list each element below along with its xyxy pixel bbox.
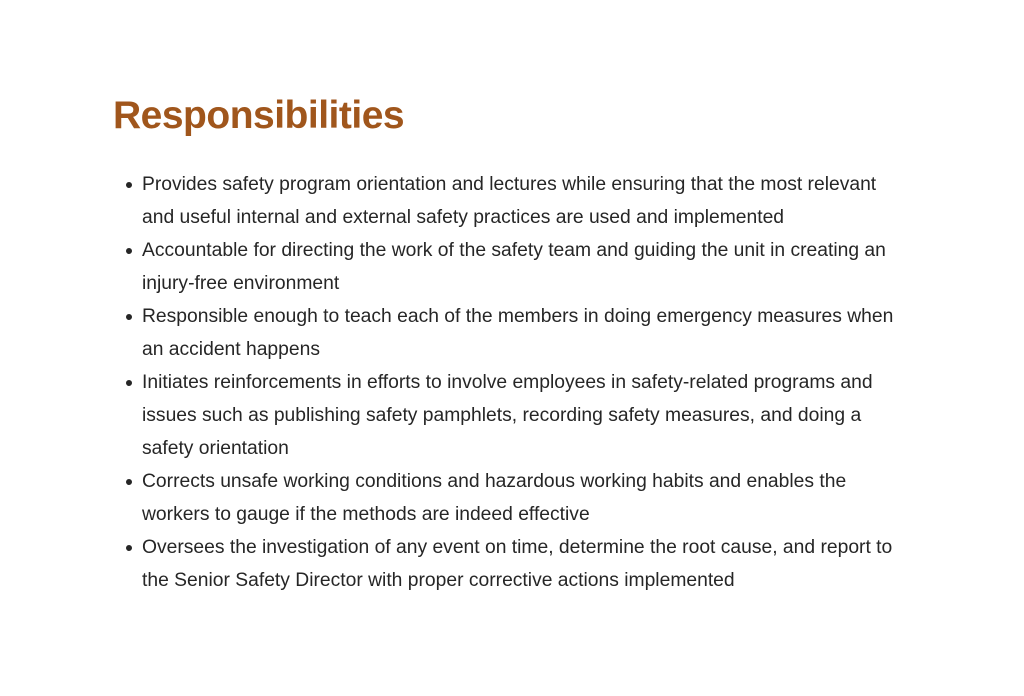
list-item-text: Initiates reinforcements in efforts to involve employees in safety-related programs and issues such as publishing safety pamphlets, recording safety measures, and doing a safety orientation	[142, 372, 873, 459]
document-page	[113, 88, 913, 597]
section-heading: Responsibilities	[113, 94, 405, 137]
list-item	[142, 531, 912, 597]
bullet-icon	[126, 545, 132, 551]
bullet-icon	[126, 479, 132, 485]
bullet-icon	[126, 182, 132, 188]
list-item	[142, 465, 912, 531]
list-item-text: Corrects unsafe working conditions and hazardous working habits and enables the workers to gauge if the methods are indeed effective	[142, 471, 847, 525]
bullet-icon	[126, 248, 132, 254]
responsibilities-list	[113, 168, 913, 597]
list-item-text: Responsible enough to teach each of the members in doing emergency measures when an accident happens	[142, 306, 894, 360]
bullet-icon	[126, 314, 132, 320]
list-item	[142, 300, 912, 366]
bullet-icon	[126, 380, 132, 386]
list-item	[142, 168, 912, 234]
list-item	[142, 234, 912, 300]
list-item-text: Provides safety program orientation and lectures while ensuring that the most relevant and useful internal and external safety practices are used and implemented	[142, 174, 877, 228]
list-item	[142, 366, 912, 465]
list-item-text: Oversees the investigation of any event on time, determine the root cause, and report to the Senior Safety Director with proper corrective actions implemented	[142, 537, 893, 591]
list-item-text: Accountable for directing the work of the safety team and guiding the unit in creating an injury-free environment	[142, 240, 886, 294]
